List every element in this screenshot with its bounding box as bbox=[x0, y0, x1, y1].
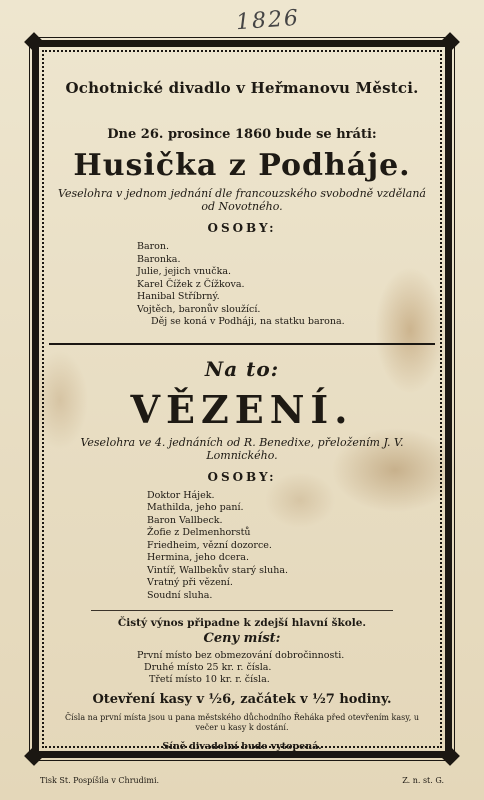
cast-item: Doktor Hájek. bbox=[147, 489, 215, 501]
cast-item: Julie, jejich vnučka. bbox=[137, 266, 232, 277]
price-item: První místo bez obmezování dobročinnosti. bbox=[137, 650, 345, 661]
cast-item: Baron Vallbeck. bbox=[147, 514, 223, 526]
play2-intro: Na to: bbox=[204, 356, 280, 381]
play2-title: VĚZENÍ. bbox=[130, 386, 354, 432]
section-divider bbox=[49, 343, 435, 345]
theatre-heading: Ochotnické divadlo v Heřmanovu Městci. bbox=[65, 79, 419, 97]
corner-ornament-icon bbox=[440, 32, 460, 52]
cast-item: Vratný při vězení. bbox=[147, 577, 233, 588]
cast-item: Baron. bbox=[137, 241, 170, 252]
cast-item: Mathilda, jeho paní. bbox=[147, 502, 244, 513]
cast-item: Vojtěch, baronův sloužící. bbox=[137, 303, 261, 315]
playbill-content bbox=[51, 59, 433, 752]
cast-item: Soudní sluha. bbox=[147, 589, 213, 601]
play2-cast-list bbox=[147, 490, 433, 603]
hall-heating-note: Síně divadelní bude vytopená. bbox=[162, 741, 322, 752]
price-item: Třetí místo 10 kr. r. čísla. bbox=[149, 674, 270, 685]
play1-subtitle: Veselohra v jednom jednání dle francouzského svobodně vzdělaná od Novotného. bbox=[58, 187, 426, 213]
price-item: Druhé místo 25 kr. r. čísla. bbox=[144, 662, 272, 673]
corner-ornament-icon bbox=[440, 746, 460, 766]
footer-mark: Z. n. st. G. bbox=[402, 776, 444, 785]
cast-item: Vintíř, Wallbekův starý sluha. bbox=[147, 564, 289, 576]
cast-item: Friedheim, vězní dozorce. bbox=[147, 539, 272, 551]
cast-item: Žofie z Delmenhorstů bbox=[147, 527, 251, 538]
play1-cast-list bbox=[137, 241, 433, 329]
proceeds-note: Čistý výnos připadne k zdejší hlavní škole. bbox=[117, 617, 367, 629]
cast-item: Hanibal Stříbrný. bbox=[137, 291, 220, 302]
cast-item: Karel Čížek z Čížkova. bbox=[137, 278, 245, 290]
thin-divider bbox=[91, 610, 393, 611]
play2-persons-heading: OSOBY: bbox=[207, 469, 277, 484]
footer bbox=[40, 776, 444, 785]
play2-subtitle: Veselohra ve 4. jednáních od R. Benedixe, přeložením J. V. Lomnického. bbox=[80, 435, 404, 462]
box-office-times: Otevření kasy v ½6, začátek v ½7 hodiny. bbox=[92, 692, 392, 707]
play1-persons-heading: OSOBY: bbox=[207, 221, 277, 235]
printer-credit: Tisk St. Pospíšila v Chrudimi. bbox=[40, 776, 160, 785]
cast-item: Baronka. bbox=[137, 253, 181, 265]
prices-heading: Ceny míst: bbox=[203, 631, 281, 646]
prices-list bbox=[137, 650, 433, 686]
play1-date: Dne 26. prosince 1860 bude se hráti: bbox=[107, 127, 377, 142]
handwritten-number: 1826 bbox=[235, 5, 301, 36]
corner-ornament-icon bbox=[24, 746, 44, 766]
play1-title: Husička z Podháje. bbox=[73, 148, 411, 183]
scene-note: Děj se koná v Podháji, na statku barona. bbox=[151, 316, 345, 327]
corner-ornament-icon bbox=[24, 32, 44, 52]
ornamental-border bbox=[32, 40, 452, 758]
ticket-note: Čísla na první místa jsou u pana městského důchodního Řeháka před otevřením kasy, u večer u kasy k dostání. bbox=[65, 713, 419, 732]
cast-item: Hermina, jeho dcera. bbox=[147, 552, 249, 563]
